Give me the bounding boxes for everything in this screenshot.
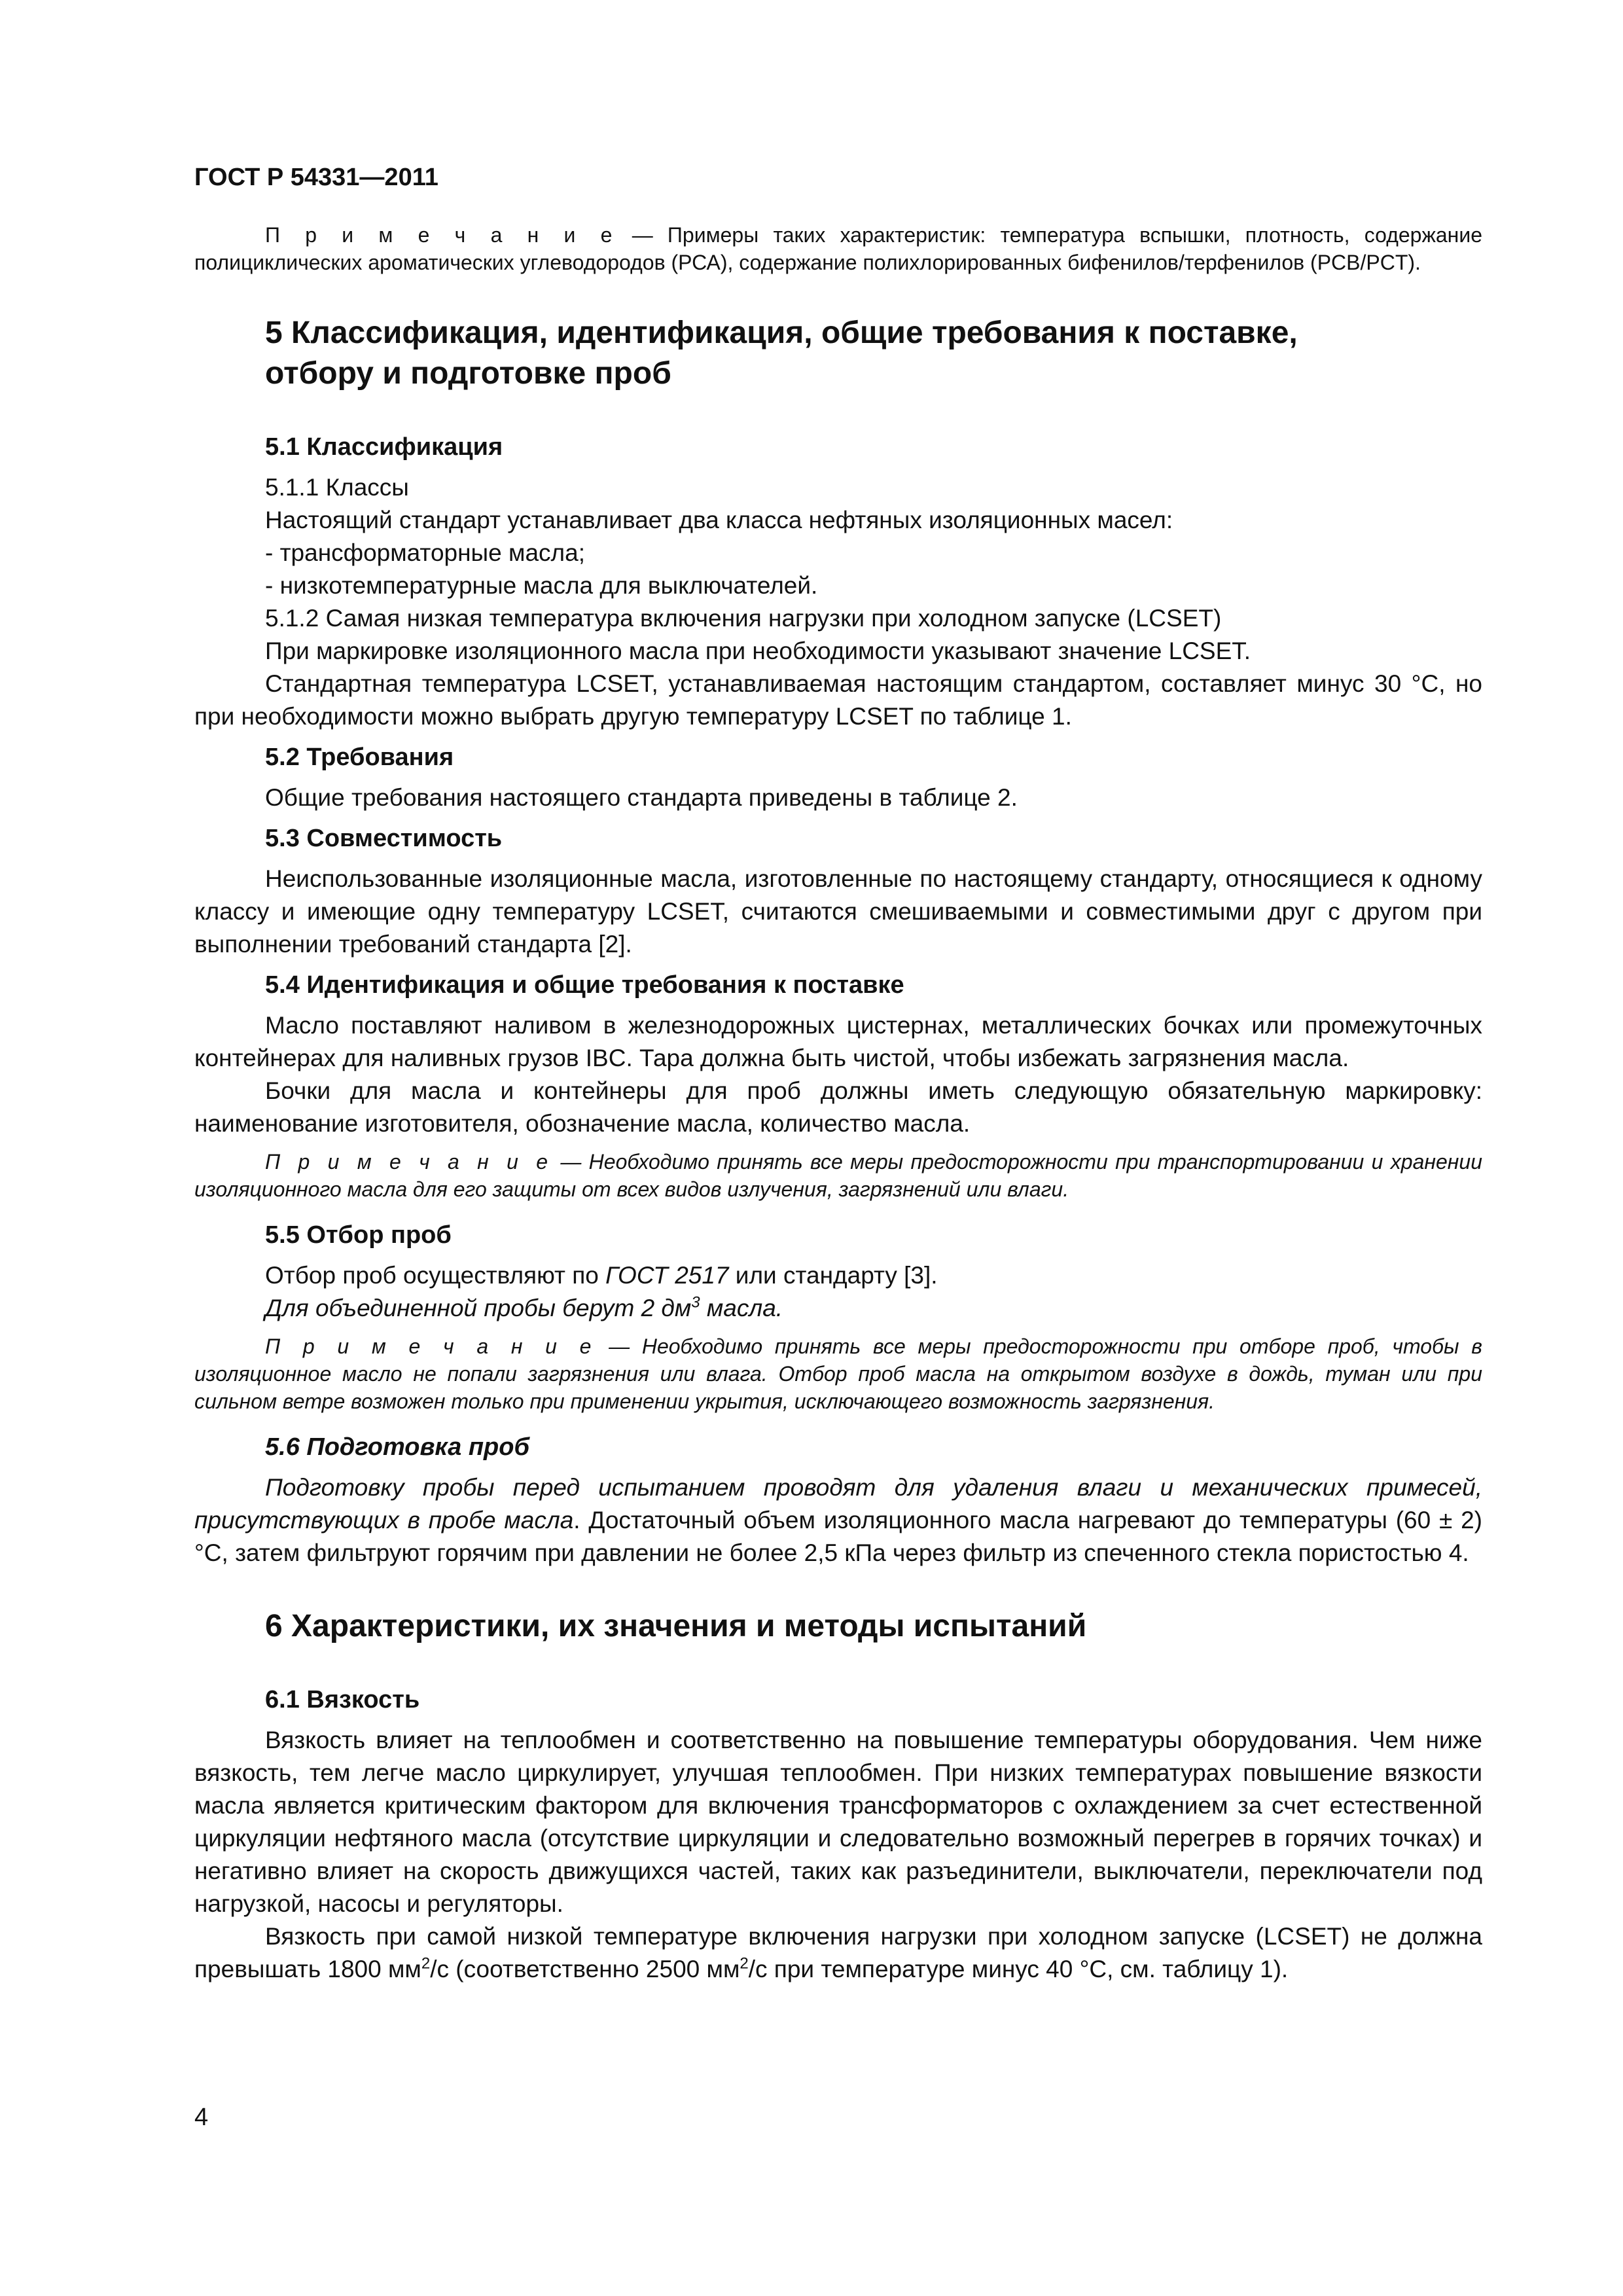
page-number: 4 <box>194 2104 209 2131</box>
section-5-4-paragraph-2: Бочки для масла и контейнеры для проб должны иметь следующую обязательную маркировку: наименование изготовителя, обозначение масла, количество масла. <box>194 1077 1482 1137</box>
page-content <box>194 221 1482 1986</box>
section-5-1-2-title: 5.1.2 Самая низкая температура включения нагрузки при холодном запуске (LCSET) <box>265 605 1222 632</box>
section-5-3-title: 5.3 Совместимость <box>265 825 503 852</box>
superscript: 3 <box>691 1293 700 1312</box>
section-6-title: 6 Характеристики, их значения и методы испытаний <box>265 1609 1087 1643</box>
section-5-title-line-2: отбору и подготовке проб <box>265 356 671 391</box>
section-5-5-title: 5.5 Отбор проб <box>265 1221 452 1249</box>
text-run: масла. <box>700 1295 783 1321</box>
section-6-1-paragraph-2 <box>194 1920 1482 1986</box>
section-5-3-paragraph: Неиспользованные изоляционные масла, изготовленные по настоящему стандарту, относящиеся к одному классу и имеющие одну температуру LCSET, считаются смешиваемыми и совместимыми друг с другом при выполнении требований стандарта [2]. <box>194 865 1482 958</box>
text-run: /с (соответственно 2500 мм <box>430 1956 740 1982</box>
section-5-title-line-1: 5 Классификация, идентификация, общие требования к поставке, <box>265 315 1298 350</box>
standard-reference: ГОСТ 2517 <box>605 1262 729 1289</box>
note-text: — Примеры таких характеристик: температура вспышки, плотность, содержание полициклических ароматических углеводородов (РСА), содержание полихлорированных бифенилов/терфенилов (PCB/PCT). <box>194 223 1483 274</box>
superscript: 2 <box>421 1954 431 1973</box>
superscript: 2 <box>740 1954 749 1973</box>
section-5-2-title: 5.2 Требования <box>265 744 454 771</box>
section-5-1-2-paragraph-1: При маркировке изоляционного масла при необходимости указывают значение LCSET. <box>265 637 1251 664</box>
section-5-4-title: 5.4 Идентификация и общие требования к поставке <box>265 971 904 999</box>
text-run: Подготовку пробы перед испытанием проводят для удаления влаги и механических примесей, присутствующих в пробе масла <box>194 1474 1482 1534</box>
section-5-5-note <box>194 1333 1482 1415</box>
section-6-1-title: 6.1 Вязкость <box>265 1686 420 1713</box>
section-5-5-paragraph-1 <box>194 1259 1482 1292</box>
list-item-switch-oils: - низкотемпературные масла для выключателей. <box>265 572 818 599</box>
section-5-title <box>194 313 1482 394</box>
text-run: Для объединенной пробы берут 2 дм <box>265 1295 692 1321</box>
text-run: /с при температуре минус 40 °С, см. таблицу 1). <box>748 1956 1289 1982</box>
note-1 <box>194 221 1482 276</box>
section-6-1-paragraph-1: Вязкость влияет на теплообмен и соответственно на повышение температуры оборудования. Чем ниже вязкость, тем легче масло циркулирует, улучшая теплообмен. При низких температурах повышение вязкости масла является критическим фактором для включения трансформаторов с охлаждением за счет естественной циркуляции нефтяного масла (отсутствие циркуляции и следовательно возможный перегрев в горячих точках) и негативно влияет на скорость движущихся частей, таких как разъединители, выключатели, переключатели под нагрузкой, насосы и регуляторы. <box>194 1727 1482 1917</box>
section-5-1-2-paragraph-2: Стандартная температура LCSET, устанавливаемая настоящим стандартом, составляет минус 30 °С, но при необходимости можно выбрать другую температуру LCSET по таблице 1. <box>194 670 1482 730</box>
text-run: или стандарту [3]. <box>728 1262 938 1289</box>
section-5-6-paragraph <box>194 1471 1482 1570</box>
note-label: П р и м е ч а н и е <box>265 1150 554 1174</box>
section-5-4-paragraph-1: Масло поставляют наливом в железнодорожных цистернах, металлических бочках или промежуточных контейнерах для наливных грузов IBC. Тара должна быть чистой, чтобы избежать загрязнения масла. <box>194 1012 1482 1071</box>
note-text: — Необходимо принять все меры предосторожности при транспортировании и хранении изоляционного масла для его защиты от всех видов излучения, загрязнений или влаги. <box>194 1150 1483 1201</box>
note-label: П р и м е ч а н и е <box>265 223 618 247</box>
section-5-4-note <box>194 1148 1482 1203</box>
section-5-5-paragraph-2 <box>194 1292 1482 1325</box>
note-text: — Необходимо принять все меры предосторожности при отборе проб, чтобы в изоляционное масло не попали загрязнения или влага. Отбор проб масла на открытом воздухе в дождь, туман или при сильном ветре возможен только при применении укрытия, исключающего возможность загрязнения. <box>194 1335 1483 1413</box>
text-run: Вязкость при самой низкой температуре включения нагрузки при холодном запуске (LCSET) не должна превышать 1800 мм <box>194 1923 1482 1982</box>
section-5-1-1-title: 5.1.1 Классы <box>265 474 409 501</box>
section-5-2-paragraph: Общие требования настоящего стандарта приведены в таблице 2. <box>265 784 1018 811</box>
document-code-header: ГОСТ Р 54331—2011 <box>194 164 438 191</box>
section-5-1-title: 5.1 Классификация <box>265 433 503 461</box>
list-item-transformer-oils: - трансформаторные масла; <box>265 539 585 566</box>
text-run: . Достаточный объем изоляционного масла нагревают до температуры (60 ± 2) °С, затем фильтруют горячим при давлении не более 2,5 кПа через фильтр из спеченного стекла пористостью 4. <box>194 1507 1482 1566</box>
text-run: Отбор проб осуществляют по <box>265 1262 606 1289</box>
section-5-1-intro: Настоящий стандарт устанавливает два класса нефтяных изоляционных масел: <box>265 507 1173 533</box>
section-5-6-title: 5.6 Подготовка проб <box>265 1433 529 1461</box>
note-label: П р и м е ч а н и е <box>265 1335 597 1358</box>
